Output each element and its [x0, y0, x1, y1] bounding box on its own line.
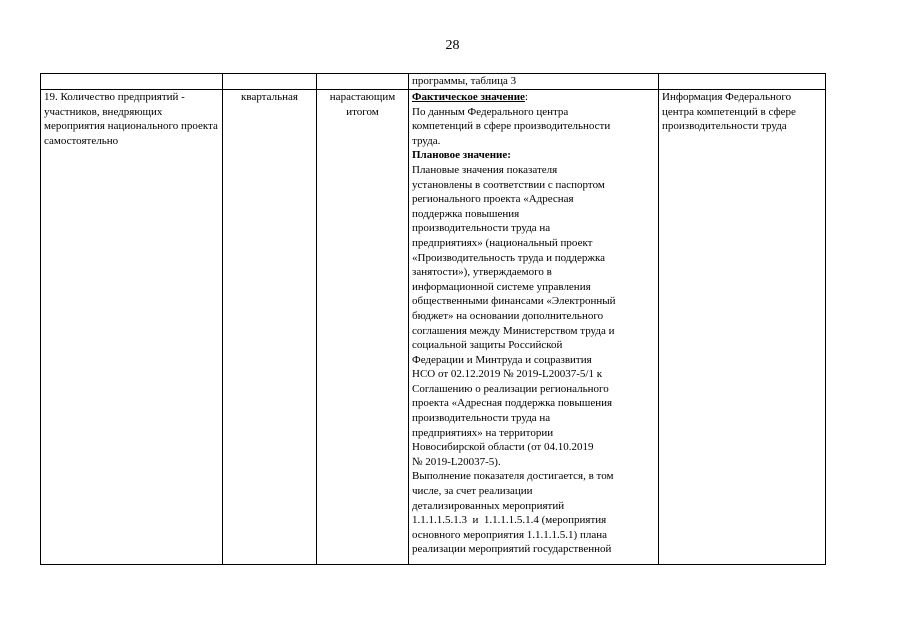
- fact-heading-colon: :: [524, 91, 528, 103]
- indicator-name: 19. Количество предприятий - участников, внедряющих мероприятия национального проекта самостоятельно: [44, 91, 218, 147]
- table-row-indicator-19: [41, 90, 826, 565]
- plan-text-line: Федерации и Минтруда и соцразвития: [412, 353, 592, 366]
- data-source: Информация Федерального центра компетенций в сфере производительности труда: [662, 91, 796, 133]
- calc-method: нарастающим итогом: [329, 91, 396, 118]
- plan-text-line: соглашения между Министерством труда и: [412, 324, 615, 337]
- plan-text-line: поддержка повышения: [412, 207, 520, 220]
- cell-description: [409, 90, 659, 565]
- table-row-continuation: [41, 74, 826, 90]
- cell-calc-method: [317, 74, 409, 90]
- plan-text-line: НСО от 02.12.2019 № 2019-L20037-5/1 к: [412, 368, 603, 381]
- periodicity: квартальная: [241, 91, 298, 103]
- plan-text-line: № 2019-L20037-5).: [412, 455, 501, 468]
- plan-text-line: «Производительность труда и поддержка: [412, 251, 606, 264]
- cell-source: [659, 74, 826, 90]
- plan-text-line: установлены в соответствии с паспортом: [412, 178, 605, 191]
- plan-text-line: Выполнение показателя достигается, в том: [412, 470, 614, 483]
- cell-periodicity: [223, 74, 317, 90]
- page-number: 28: [445, 38, 460, 53]
- cell-calc-method: [317, 90, 409, 565]
- cell-indicator-name: [41, 90, 223, 565]
- plan-text-line: общественными финансами «Электронный: [412, 295, 616, 308]
- cell-indicator-name: [41, 74, 223, 90]
- plan-text-line: Новосибирской области (от 04.10.2019: [412, 441, 594, 454]
- fact-text-line: компетенций в сфере производительности: [412, 120, 611, 133]
- fact-heading: Фактическое значение: [412, 91, 525, 103]
- plan-text-line: производительности труда на: [412, 222, 551, 235]
- plan-text-line: реализации мероприятий государственной: [412, 543, 612, 556]
- plan-heading: Плановое значение:: [412, 149, 511, 162]
- plan-text-line: Соглашению о реализации регионального: [412, 382, 609, 395]
- plan-text-line: Плановые значения показателя: [412, 163, 558, 176]
- plan-text-line: предприятиях» на территории: [412, 426, 554, 439]
- continuation-text: программы, таблица 3: [412, 75, 517, 87]
- fact-heading-line: [412, 90, 655, 105]
- cell-periodicity: [223, 90, 317, 565]
- cell-description: [409, 74, 659, 90]
- plan-text-line: регионального проекта «Адресная: [412, 193, 574, 206]
- plan-text-line: детализированных мероприятий: [412, 499, 565, 512]
- plan-text-line: бюджет» на основании дополнительного: [412, 309, 604, 322]
- plan-text-line: основного мероприятия 1.1.1.1.5.1) плана: [412, 528, 607, 541]
- fact-text-line: труда.: [412, 134, 441, 147]
- plan-text-line: предприятиях» (национальный проект: [412, 236, 593, 249]
- plan-text-line: социальной защиты Российской: [412, 339, 563, 352]
- plan-text-line: информационной системе управления: [412, 280, 591, 293]
- indicator-table: [40, 73, 826, 565]
- cell-source: [659, 90, 826, 565]
- fact-text-line: По данным Федерального центра: [412, 105, 569, 118]
- plan-text-line: 1.1.1.1.5.1.3 и 1.1.1.1.5.1.4 (мероприятия: [412, 514, 607, 527]
- plan-text-line: занятости»), утверждаемого в: [412, 266, 552, 279]
- plan-text-line: производительности труда на: [412, 412, 551, 425]
- plan-text-line: числе, за счет реализации: [412, 485, 533, 498]
- plan-text-line: проекта «Адресная поддержка повышения: [412, 397, 613, 410]
